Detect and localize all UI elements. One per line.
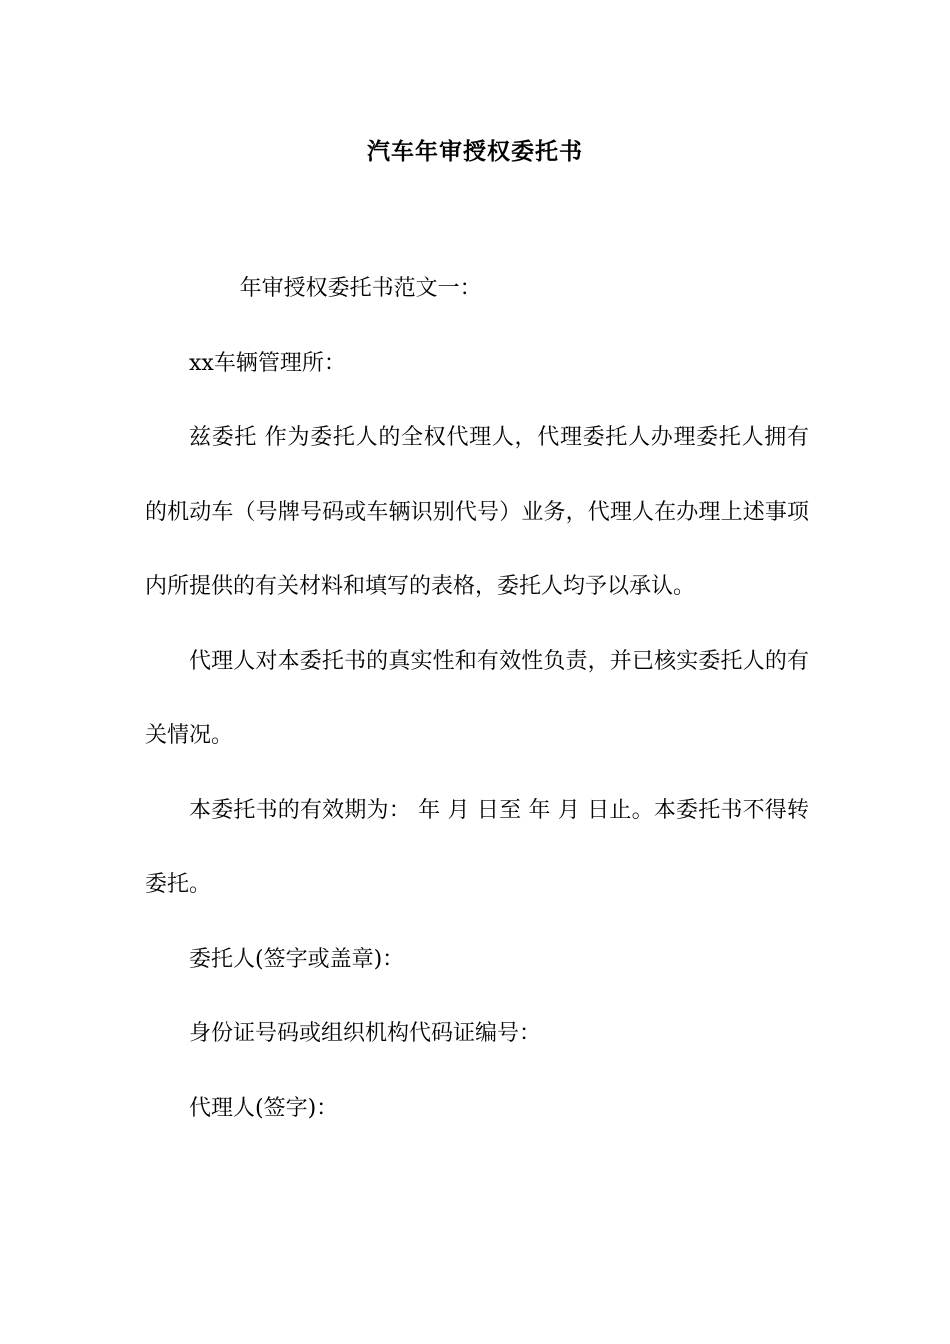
paragraph-validity-period: 本委托书的有效期为： 年 月 日至 年 月 日止。本委托书不得转委托。: [145, 797, 809, 897]
paragraph-responsibility: 代理人对本委托书的真实性和有效性负责，并已核实委托人的有关情况。: [145, 648, 809, 748]
paragraph-principal-signature: 委托人(签字或盖章)：: [189, 946, 405, 972]
document-title: 汽车年审授权委托书: [367, 138, 583, 165]
paragraph-agent-signature: 代理人(签字)：: [189, 1095, 339, 1121]
paragraph-sample-heading: 年审授权委托书范文一：: [239, 276, 482, 301]
paragraph-addressee: xx车辆管理所：: [189, 350, 346, 376]
paragraph-id-number: 身份证号码或组织机构代码证编号：: [189, 1021, 542, 1046]
document-body: [145, 252, 809, 1146]
paragraph-entrustment: 兹委托 作为委托人的全权代理人，代理委托人办理委托人拥有的机动车（号牌号码或车辆识别代号）业务，代理人在办理上述事项内所提供的有关材料和填写的表格，委托人均予以承认。: [145, 425, 809, 599]
